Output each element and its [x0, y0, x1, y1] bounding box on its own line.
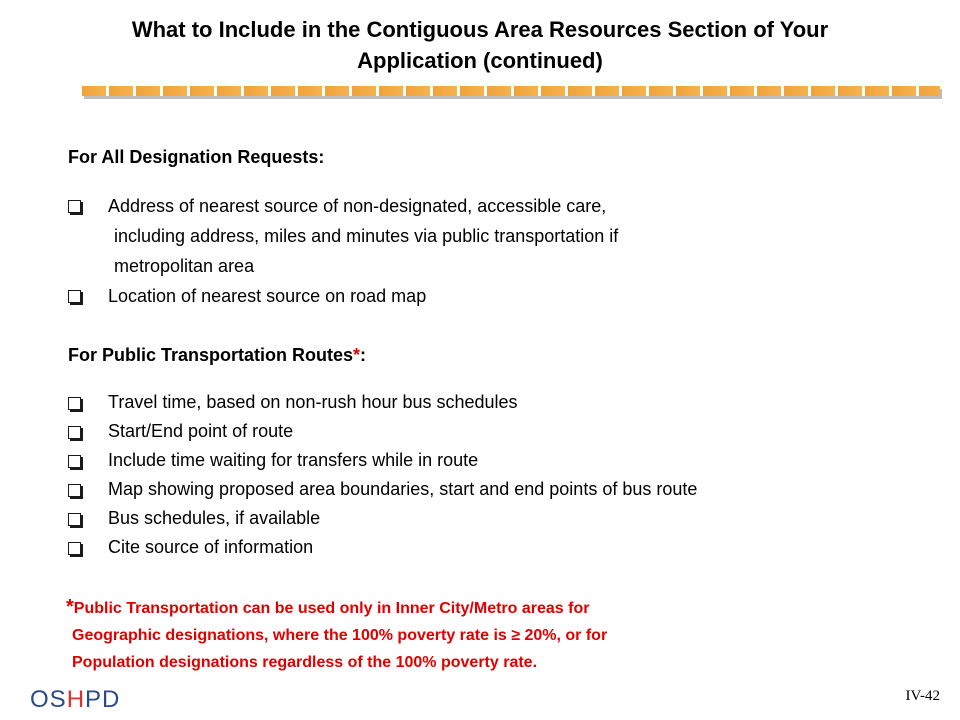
page-title-line2: Application (continued)	[357, 48, 603, 73]
footnote-line2: Geographic designations, where the 100% poverty rate is ≥ 20%, or for	[72, 627, 608, 644]
list-item-text-cont: including address, miles and minutes via public transportation if	[114, 226, 619, 246]
section-heading-colon: :	[360, 345, 367, 365]
designation-requests-list	[68, 191, 618, 311]
page-title-line1: What to Include in the Contiguous Area Resources Section of Your	[131, 17, 829, 42]
list-item-text: Include time waiting for transfers while in route	[108, 450, 479, 470]
checkbox-bullet-icon	[68, 397, 81, 410]
list-item	[68, 388, 697, 417]
list-item	[68, 446, 697, 475]
list-item	[68, 504, 697, 533]
footnote-line1	[66, 594, 607, 622]
checkbox-bullet-icon	[68, 513, 81, 526]
list-item-text: Travel time, based on non-rush hour bus schedules	[108, 392, 518, 412]
checkbox-bullet-icon	[68, 542, 81, 555]
list-item	[68, 417, 697, 446]
footnote	[66, 594, 607, 676]
section-heading-all-designation: For All Designation Requests:	[68, 147, 325, 167]
list-item-text: Bus schedules, if available	[108, 508, 321, 528]
logo-text-part: OS	[30, 686, 67, 713]
public-transportation-list	[68, 388, 697, 562]
oshpd-logo	[30, 686, 120, 714]
checkbox-bullet-icon	[68, 200, 81, 213]
checkbox-bullet-icon	[68, 290, 81, 303]
checkbox-bullet-icon	[68, 484, 81, 497]
footnote-line3: Population designations regardless of the 100% poverty rate.	[72, 654, 538, 671]
list-item	[68, 533, 697, 562]
checkbox-bullet-icon	[68, 455, 81, 468]
list-item-text: Start/End point of route	[108, 421, 294, 441]
list-item-text: Map showing proposed area boundaries, start and end points of bus route	[108, 479, 698, 499]
title-divider	[82, 86, 940, 96]
footnote-marker: *	[353, 345, 361, 365]
checkbox-bullet-icon	[68, 426, 81, 439]
footnote-text: Public Transportation can be used only in Inner City/Metro areas for	[73, 600, 590, 617]
list-item-text-cont: metropolitan area	[114, 256, 255, 276]
list-item	[68, 475, 697, 504]
section-heading-text: For Public Transportation Routes	[68, 345, 354, 365]
page-title	[40, 14, 920, 76]
section-heading-public-transportation	[68, 344, 366, 366]
page-number: IV-42	[905, 688, 940, 704]
footnote-asterisk: *	[66, 596, 74, 618]
list-item	[68, 281, 618, 311]
logo-text-part: PD	[85, 686, 121, 713]
logo-text-part: H	[66, 686, 86, 713]
list-item-text: Location of nearest source on road map	[108, 286, 427, 306]
list-item	[68, 191, 618, 281]
list-item-text: Cite source of information	[108, 537, 314, 557]
list-item-text: Address of nearest source of non-designated, accessible care,	[108, 196, 607, 216]
